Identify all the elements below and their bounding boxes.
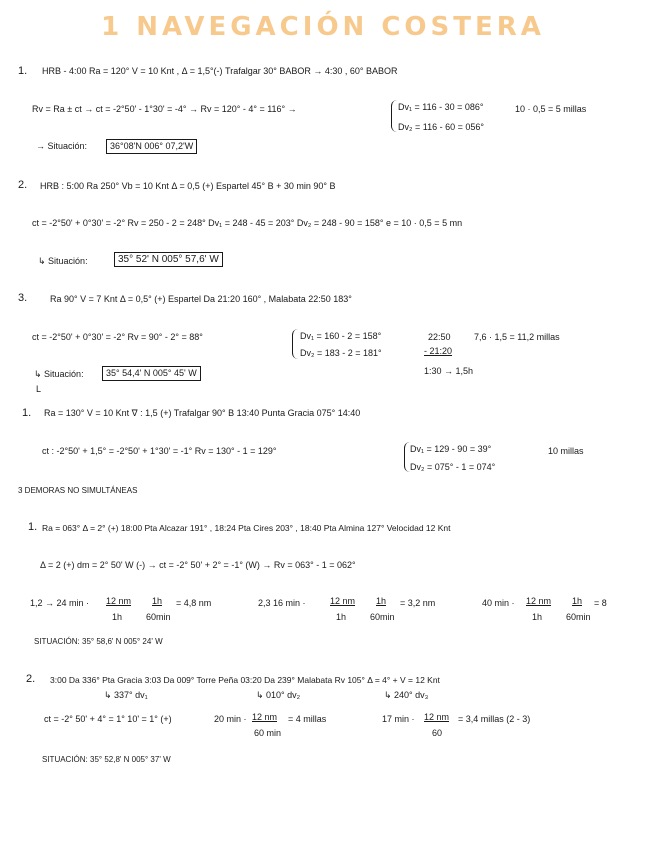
time-1: 22:50 xyxy=(428,332,451,342)
situation-label: → Situación: xyxy=(36,141,88,151)
bearing-2: Dv₂ = 183 - 2 = 181° xyxy=(300,348,382,358)
distance: 7,6 · 1,5 = 11,2 millas xyxy=(474,332,560,342)
bearing-3: ↳ 240° dv₃ xyxy=(384,690,429,700)
problem-number: 1. xyxy=(28,521,38,533)
distance: 10 millas xyxy=(548,446,584,456)
time-2: - 21:20 xyxy=(424,346,453,356)
calculation-line: ct : -2°50' + 1,5° = -2°50' + 1°30' = -1° Rv = 130° - 1 = 129° xyxy=(42,446,277,456)
situation-label: ↳ Situación: xyxy=(38,256,88,266)
fraction-den: 60 xyxy=(432,728,443,738)
calc-2: 2,3 16 min · xyxy=(258,598,306,608)
fraction-num: 12 nm xyxy=(106,596,132,606)
fraction-den: 1h xyxy=(532,612,543,622)
calc-3: 40 min · xyxy=(482,598,515,608)
problem-data-line: HRB - 4:00 Ra = 120° V = 10 Knt , Δ = 1,5°(-) Trafalgar 30° BABOR → 4:30 , 60° BABOR xyxy=(42,66,398,76)
problem-number: 2. xyxy=(18,179,28,191)
problem-data-line: 3:00 Da 336° Pta Gracia 3:03 Da 009° Torre Peña 03:20 Da 239° Malabata Rv 105° Δ = 4° + V = 12 Knt xyxy=(50,675,440,685)
bearing-2: ↳ 010° dv₂ xyxy=(256,690,301,700)
calc-prefix: 1,2 → 24 min · xyxy=(30,598,90,608)
calculation-line: ct = -2°50' + 0°30' = -2° Rv = 90° - 2° = 88° xyxy=(32,332,203,342)
fraction-den: 60 min xyxy=(254,728,282,738)
time-result: 1:30 → 1,5h xyxy=(424,366,474,376)
section-heading: 3 DEMORAS NO SIMULTÁNEAS xyxy=(18,486,138,495)
brace xyxy=(292,329,298,359)
bearing-1: ↳ 337° dv₁ xyxy=(104,690,148,700)
fraction-den: 1h xyxy=(336,612,347,622)
fraction-den: 60min xyxy=(566,612,591,622)
situation-result: 36°08'N 006° 07,2'W xyxy=(106,139,197,154)
fraction-num: 12 nm xyxy=(252,712,278,722)
fraction-den: 1h xyxy=(112,612,123,622)
fraction-den: 60min xyxy=(370,612,395,622)
fraction-num: 12 nm xyxy=(330,596,356,606)
calc-result: = 3,4 millas (2 - 3) xyxy=(458,714,531,724)
fraction-num: 1h xyxy=(376,596,387,606)
problem-data-line: HRB : 5:00 Ra 250° Vb = 10 Knt Δ = 0,5 (+) Espartel 45° B + 30 min 90° B xyxy=(40,181,336,191)
calc-prefix: 20 min · xyxy=(214,714,247,724)
problem-number: 1. xyxy=(22,407,32,419)
situation-result: 35° 54,4' N 005° 45' W xyxy=(102,366,201,381)
bearing-2: Dv₂ = 116 - 60 = 056° xyxy=(398,122,484,132)
bearing-1: Dv₁ = 160 - 2 = 158° xyxy=(300,331,382,341)
problem-number: 1. xyxy=(18,65,28,77)
situation-label: ↳ Situación: xyxy=(34,369,84,379)
bearing-2: Dv₂ = 075° - 1 = 074° xyxy=(410,462,496,472)
calc-result: = 4,8 nm xyxy=(176,598,212,608)
calc-result: = 3,2 nm xyxy=(400,598,436,608)
calculation-line: Δ = 2 (+) dm = 2° 50' W (-) → ct = -2° 50' + 2° = -1° (W) → Rv = 063° - 1 = 062° xyxy=(40,560,356,570)
situation-result: SITUACIÓN: 35° 58,6' N 005° 24' W xyxy=(34,637,163,646)
fraction-num: 12 nm xyxy=(526,596,552,606)
calculation-line: ct = -2° 50' + 4° = 1° 10' = 1° (+) xyxy=(44,714,172,724)
calc-result: = 8 xyxy=(594,598,607,608)
distance: 10 · 0,5 = 5 millas xyxy=(515,104,587,114)
calc-1 xyxy=(30,598,89,609)
calc-prefix: 17 min · xyxy=(382,714,415,724)
bearing-1: Dv₁ = 116 - 30 = 086° xyxy=(398,102,484,112)
page-title: 1 NAVEGACIÓN COSTERA xyxy=(101,12,545,42)
fraction-num: 1h xyxy=(152,596,163,606)
bearing-1: Dv₁ = 129 - 90 = 39° xyxy=(410,444,492,454)
fraction-den: 60min xyxy=(146,612,171,622)
calculation-line: ct = -2°50' + 0°30' = -2° Rv = 250 - 2 = 248° Dv₁ = 248 - 45 = 203° Dv₂ = 248 - 90 = 158° e = 10 · 0,5 = 5 mn xyxy=(32,218,463,228)
problem-data-line: Ra = 063° Δ = 2° (+) 18:00 Pta Alcazar 191° , 18:24 Pta Cires 203° , 18:40 Pta Almina 127° Velocidad 12 Knt xyxy=(42,523,451,533)
calc-result: = 4 millas xyxy=(288,714,327,724)
situation-result: SITUACIÓN: 35° 52,8' N 005° 37' W xyxy=(42,755,171,764)
fraction-num: 12 nm xyxy=(424,712,450,722)
problem-number: 2. xyxy=(26,673,36,685)
margin-mark: L xyxy=(36,384,42,394)
problem-data-line: Ra 90° V = 7 Knt Δ = 0,5° (+) Espartel Da 21:20 160° , Malabata 22:50 183° xyxy=(50,294,352,304)
problem-number: 3. xyxy=(18,292,28,304)
problem-data-line: Ra = 130° V = 10 Knt ∇ : 1,5 (+) Trafalgar 90° B 13:40 Punta Gracia 075° 14:40 xyxy=(44,408,361,418)
calculation-line: Rv = Ra ± ct → ct = -2°50' - 1°30' = -4° → Rv = 120° - 4° = 116° → xyxy=(32,104,297,114)
brace xyxy=(391,100,397,132)
fraction-num: 1h xyxy=(572,596,583,606)
situation-result: 35° 52' N 005° 57,6' W xyxy=(114,252,223,267)
